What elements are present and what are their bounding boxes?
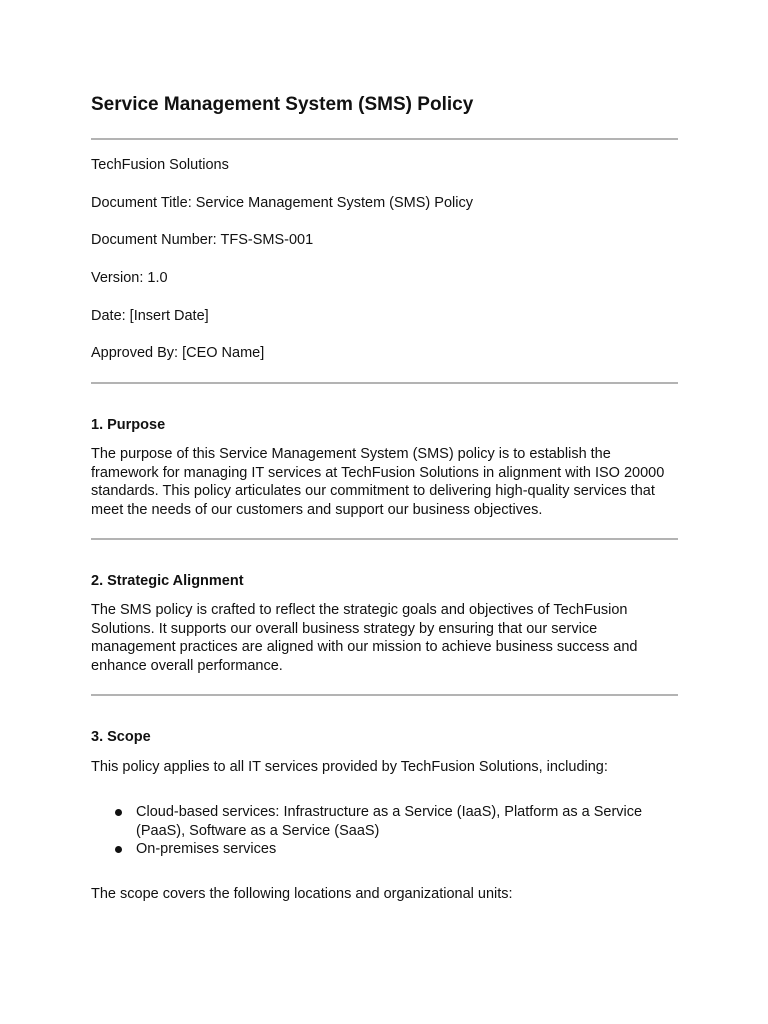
section-heading-scope: 3. Scope — [91, 729, 151, 745]
version-field: Version: 1.0 — [91, 270, 168, 286]
list-item-text: On-premises services — [136, 841, 277, 857]
section-heading-purpose: 1. Purpose — [91, 417, 166, 433]
divider — [91, 382, 678, 384]
document-title: Service Management System (SMS) Policy — [91, 94, 474, 115]
company-name: TechFusion Solutions — [91, 157, 229, 173]
section-heading-strategic-alignment: 2. Strategic Alignment — [91, 573, 244, 589]
divider — [91, 138, 678, 140]
date-field: Date: [Insert Date] — [91, 308, 209, 324]
approved-by-field: Approved By: [CEO Name] — [91, 345, 265, 361]
scope-followup-text: The scope covers the following locations and organizational units: — [91, 886, 513, 902]
section-body-purpose: The purpose of this Service Management System (SMS) policy is to establish the framework for managing IT services at TechFusion Solutions in alignment with ISO 20000 standards. This policy articulates our commitment to delivering high-quality services that meet the needs of our customers and support our business objectives. — [91, 446, 665, 518]
scope-bullet-list — [91, 803, 679, 859]
document-number-field: Document Number: TFS-SMS-001 — [91, 232, 314, 248]
list-item-text: Cloud-based services: Infrastructure as a Service (IaaS), Platform as a Service (PaaS), Software as a Service (SaaS) — [136, 804, 643, 839]
divider — [91, 694, 678, 696]
divider — [91, 538, 678, 540]
bullet-icon — [115, 809, 122, 816]
list-item — [91, 803, 679, 840]
document-title-field: Document Title: Service Management System (SMS) Policy — [91, 195, 473, 211]
list-item — [91, 840, 679, 859]
section-body-strategic-alignment: The SMS policy is crafted to reflect the strategic goals and objectives of TechFusion Solutions. It supports our overall business strategy by ensuring that our service management practices are aligned with our mission to achieve business success and enhance overall performance. — [91, 602, 638, 674]
bullet-icon — [115, 846, 122, 853]
section-body-scope: This policy applies to all IT services provided by TechFusion Solutions, including: — [91, 759, 608, 775]
